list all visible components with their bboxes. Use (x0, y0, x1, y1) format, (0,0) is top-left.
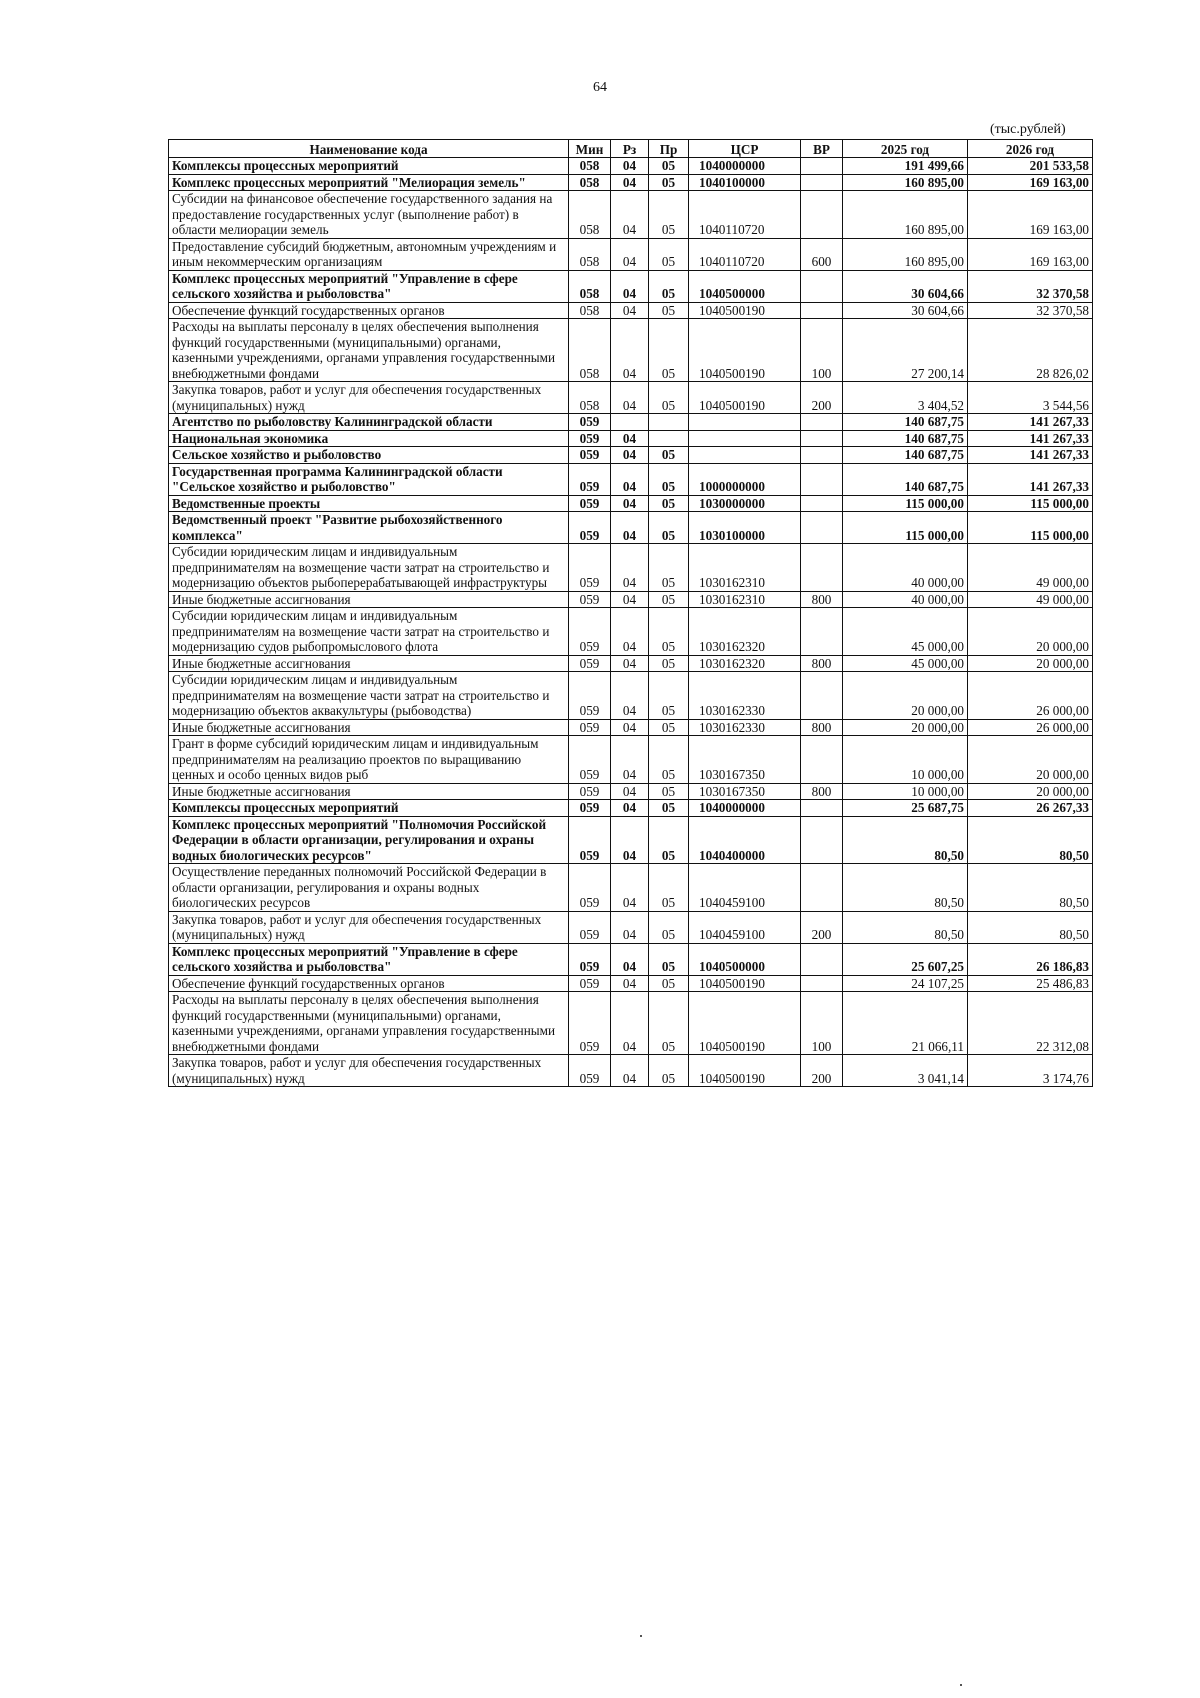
cell-min: 059 (569, 783, 611, 800)
table-row (169, 495, 1093, 512)
cell-csr (689, 430, 801, 447)
cell-vr (801, 800, 843, 817)
cell-min: 059 (569, 864, 611, 912)
cell-csr (689, 447, 801, 464)
cell-rz: 04 (611, 544, 649, 592)
cell-2025: 80,50 (843, 911, 968, 943)
cell-vr (801, 608, 843, 656)
table-row (169, 816, 1093, 864)
cell-vr: 200 (801, 1055, 843, 1087)
cell-2025: 21 066,11 (843, 992, 968, 1055)
cell-2026: 169 163,00 (968, 174, 1093, 191)
cell-2025: 140 687,75 (843, 430, 968, 447)
cell-rz: 04 (611, 655, 649, 672)
cell-min: 059 (569, 736, 611, 784)
cell-pr: 05 (649, 382, 689, 414)
cell-2025: 115 000,00 (843, 495, 968, 512)
cell-pr: 05 (649, 174, 689, 191)
table-row (169, 158, 1093, 175)
cell-csr: 1030162330 (689, 672, 801, 720)
cell-min: 059 (569, 719, 611, 736)
cell-pr: 05 (649, 238, 689, 270)
cell-min: 059 (569, 463, 611, 495)
cell-csr: 1040500000 (689, 270, 801, 302)
cell-vr (801, 864, 843, 912)
cell-2025: 10 000,00 (843, 736, 968, 784)
cell-csr: 1040500190 (689, 1055, 801, 1087)
cell-2025: 115 000,00 (843, 512, 968, 544)
cell-csr: 1030162310 (689, 591, 801, 608)
cell-2025: 160 895,00 (843, 191, 968, 239)
cell-csr: 1040000000 (689, 158, 801, 175)
cell-rz: 04 (611, 975, 649, 992)
table-row (169, 544, 1093, 592)
cell-2026: 20 000,00 (968, 736, 1093, 784)
cell-min: 059 (569, 447, 611, 464)
cell-2025: 20 000,00 (843, 672, 968, 720)
cell-rz: 04 (611, 302, 649, 319)
cell-name: Закупка товаров, работ и услуг для обеспечения государственных (муниципальных) нужд (169, 1055, 569, 1087)
cell-pr: 05 (649, 655, 689, 672)
cell-2026: 169 163,00 (968, 191, 1093, 239)
cell-min: 059 (569, 414, 611, 431)
cell-min: 059 (569, 655, 611, 672)
cell-vr: 200 (801, 382, 843, 414)
cell-csr: 1040500190 (689, 975, 801, 992)
cell-csr: 1040110720 (689, 238, 801, 270)
cell-csr: 1040500190 (689, 382, 801, 414)
cell-name: Иные бюджетные ассигнования (169, 783, 569, 800)
cell-pr: 05 (649, 943, 689, 975)
cell-csr: 1040500000 (689, 943, 801, 975)
cell-vr (801, 943, 843, 975)
header-min: Мин (569, 140, 611, 158)
header-rz: Рз (611, 140, 649, 158)
cell-pr: 05 (649, 608, 689, 656)
cell-rz (611, 414, 649, 431)
cell-name: Агентство по рыболовству Калининградской области (169, 414, 569, 431)
cell-2026: 115 000,00 (968, 512, 1093, 544)
cell-min: 059 (569, 608, 611, 656)
cell-2025: 24 107,25 (843, 975, 968, 992)
cell-min: 059 (569, 591, 611, 608)
cell-2025: 20 000,00 (843, 719, 968, 736)
table-row (169, 463, 1093, 495)
table-row (169, 864, 1093, 912)
header-name: Наименование кода (169, 140, 569, 158)
cell-vr (801, 463, 843, 495)
cell-pr: 05 (649, 783, 689, 800)
cell-vr (801, 302, 843, 319)
cell-vr (801, 174, 843, 191)
cell-rz: 04 (611, 270, 649, 302)
cell-name: Иные бюджетные ассигнования (169, 591, 569, 608)
cell-vr: 200 (801, 911, 843, 943)
cell-name: Иные бюджетные ассигнования (169, 655, 569, 672)
cell-name: Обеспечение функций государственных органов (169, 302, 569, 319)
budget-table (168, 139, 1093, 1087)
cell-2026: 25 486,83 (968, 975, 1093, 992)
cell-csr: 1030162310 (689, 544, 801, 592)
cell-pr: 05 (649, 512, 689, 544)
cell-2026: 26 000,00 (968, 672, 1093, 720)
cell-pr: 05 (649, 816, 689, 864)
cell-csr: 1040500190 (689, 992, 801, 1055)
cell-2025: 45 000,00 (843, 608, 968, 656)
cell-vr (801, 544, 843, 592)
cell-csr: 1040110720 (689, 191, 801, 239)
table-row (169, 911, 1093, 943)
cell-name: Комплекс процессных мероприятий "Управление в сфере сельского хозяйства и рыболовства" (169, 943, 569, 975)
cell-vr (801, 270, 843, 302)
cell-min: 059 (569, 672, 611, 720)
cell-pr (649, 414, 689, 431)
table-row (169, 447, 1093, 464)
cell-2026: 3 544,56 (968, 382, 1093, 414)
cell-vr (801, 736, 843, 784)
cell-pr: 05 (649, 270, 689, 302)
table-row (169, 319, 1093, 382)
page-number: 64 (593, 80, 607, 95)
cell-name: Ведомственные проекты (169, 495, 569, 512)
cell-csr: 1000000000 (689, 463, 801, 495)
cell-name: Субсидии на финансовое обеспечение государственного задания на предоставление государственных услуг (выполнение работ) в области мелиорации земель (169, 191, 569, 239)
cell-rz: 04 (611, 672, 649, 720)
cell-vr (801, 430, 843, 447)
cell-rz: 04 (611, 943, 649, 975)
cell-pr (649, 430, 689, 447)
scan-speck (640, 1635, 642, 1637)
header-2026: 2026 год (968, 140, 1093, 158)
table-row (169, 800, 1093, 817)
cell-2026: 80,50 (968, 864, 1093, 912)
cell-2025: 160 895,00 (843, 174, 968, 191)
table-row (169, 992, 1093, 1055)
header-pr: Пр (649, 140, 689, 158)
table-row (169, 783, 1093, 800)
cell-rz: 04 (611, 430, 649, 447)
cell-pr: 05 (649, 158, 689, 175)
cell-rz: 04 (611, 608, 649, 656)
cell-rz: 04 (611, 992, 649, 1055)
table-row (169, 655, 1093, 672)
cell-csr: 1040459100 (689, 911, 801, 943)
cell-2026: 28 826,02 (968, 319, 1093, 382)
cell-2025: 80,50 (843, 816, 968, 864)
cell-name: Субсидии юридическим лицам и индивидуальным предпринимателям на возмещение части затрат на строительство и модернизацию объектов рыбоперерабатывающей инфраструктуры (169, 544, 569, 592)
cell-csr: 1030100000 (689, 512, 801, 544)
cell-pr: 05 (649, 992, 689, 1055)
header-2025: 2025 год (843, 140, 968, 158)
cell-name: Обеспечение функций государственных органов (169, 975, 569, 992)
cell-rz: 04 (611, 719, 649, 736)
table-row (169, 608, 1093, 656)
cell-csr: 1030162320 (689, 655, 801, 672)
cell-min: 058 (569, 158, 611, 175)
cell-vr: 600 (801, 238, 843, 270)
table-row (169, 672, 1093, 720)
cell-2025: 3 404,52 (843, 382, 968, 414)
cell-2026: 115 000,00 (968, 495, 1093, 512)
table-row (169, 302, 1093, 319)
cell-min: 059 (569, 512, 611, 544)
cell-2026: 141 267,33 (968, 430, 1093, 447)
cell-vr (801, 975, 843, 992)
cell-rz: 04 (611, 736, 649, 784)
cell-rz: 04 (611, 1055, 649, 1087)
cell-name: Комплексы процессных мероприятий (169, 158, 569, 175)
cell-min: 059 (569, 1055, 611, 1087)
cell-csr: 1040500190 (689, 319, 801, 382)
cell-rz: 04 (611, 783, 649, 800)
table-row (169, 512, 1093, 544)
table-row (169, 191, 1093, 239)
cell-vr (801, 158, 843, 175)
cell-vr (801, 672, 843, 720)
cell-vr (801, 191, 843, 239)
cell-rz: 04 (611, 495, 649, 512)
cell-csr (689, 414, 801, 431)
cell-min: 059 (569, 544, 611, 592)
cell-pr: 05 (649, 319, 689, 382)
cell-2026: 141 267,33 (968, 447, 1093, 464)
cell-rz: 04 (611, 911, 649, 943)
cell-csr: 1040400000 (689, 816, 801, 864)
cell-csr: 1030162330 (689, 719, 801, 736)
cell-name: Комплексы процессных мероприятий (169, 800, 569, 817)
cell-min: 058 (569, 191, 611, 239)
cell-rz: 04 (611, 816, 649, 864)
cell-rz: 04 (611, 864, 649, 912)
cell-vr (801, 495, 843, 512)
cell-csr: 1040459100 (689, 864, 801, 912)
cell-name: Комплекс процессных мероприятий "Полномочия Российской Федерации в области организации, регулирования и охраны водных биологических ресурсов" (169, 816, 569, 864)
cell-name: Комплекс процессных мероприятий "Мелиорация земель" (169, 174, 569, 191)
cell-pr: 05 (649, 463, 689, 495)
cell-csr: 1030167350 (689, 736, 801, 784)
table-row (169, 943, 1093, 975)
cell-rz: 04 (611, 319, 649, 382)
cell-2026: 20 000,00 (968, 655, 1093, 672)
cell-name: Субсидии юридическим лицам и индивидуальным предпринимателям на возмещение части затрат на строительство и модернизацию судов рыбопромыслового флота (169, 608, 569, 656)
cell-2025: 140 687,75 (843, 414, 968, 431)
cell-2026: 26 000,00 (968, 719, 1093, 736)
cell-pr: 05 (649, 495, 689, 512)
cell-2026: 201 533,58 (968, 158, 1093, 175)
cell-pr: 05 (649, 591, 689, 608)
cell-name: Предоставление субсидий бюджетным, автономным учреждениям и иным некоммерческим организациям (169, 238, 569, 270)
cell-name: Осуществление переданных полномочий Российской Федерации в области организации, регулирования и охраны водных биологических ресурсов (169, 864, 569, 912)
header-vr: ВР (801, 140, 843, 158)
cell-rz: 04 (611, 382, 649, 414)
cell-2025: 80,50 (843, 864, 968, 912)
table-row (169, 736, 1093, 784)
cell-pr: 05 (649, 672, 689, 720)
cell-vr: 800 (801, 783, 843, 800)
cell-min: 059 (569, 800, 611, 817)
cell-2026: 26 186,83 (968, 943, 1093, 975)
table-row (169, 1055, 1093, 1087)
cell-rz: 04 (611, 800, 649, 817)
table-row (169, 270, 1093, 302)
cell-2025: 30 604,66 (843, 270, 968, 302)
cell-2025: 25 687,75 (843, 800, 968, 817)
cell-rz: 04 (611, 238, 649, 270)
cell-name: Государственная программа Калининградской области "Сельское хозяйство и рыболовство" (169, 463, 569, 495)
cell-csr: 1030167350 (689, 783, 801, 800)
table-row (169, 238, 1093, 270)
cell-name: Сельское хозяйство и рыболовство (169, 447, 569, 464)
cell-2026: 32 370,58 (968, 270, 1093, 302)
cell-2026: 32 370,58 (968, 302, 1093, 319)
cell-min: 059 (569, 816, 611, 864)
cell-vr: 800 (801, 719, 843, 736)
table-row (169, 174, 1093, 191)
cell-2025: 40 000,00 (843, 591, 968, 608)
cell-vr: 100 (801, 992, 843, 1055)
cell-name: Национальная экономика (169, 430, 569, 447)
scan-speck (960, 1684, 962, 1686)
table-row (169, 414, 1093, 431)
cell-pr: 05 (649, 1055, 689, 1087)
cell-2026: 49 000,00 (968, 544, 1093, 592)
cell-pr: 05 (649, 719, 689, 736)
cell-name: Комплекс процессных мероприятий "Управление в сфере сельского хозяйства и рыболовства" (169, 270, 569, 302)
cell-2026: 141 267,33 (968, 414, 1093, 431)
cell-csr: 1030162320 (689, 608, 801, 656)
cell-vr: 800 (801, 655, 843, 672)
cell-min: 059 (569, 943, 611, 975)
cell-min: 058 (569, 302, 611, 319)
cell-csr: 1040100000 (689, 174, 801, 191)
cell-rz: 04 (611, 463, 649, 495)
cell-vr (801, 816, 843, 864)
cell-min: 059 (569, 992, 611, 1055)
cell-vr (801, 512, 843, 544)
cell-min: 059 (569, 495, 611, 512)
cell-2025: 30 604,66 (843, 302, 968, 319)
header-csr: ЦСР (689, 140, 801, 158)
cell-csr: 1040000000 (689, 800, 801, 817)
cell-min: 059 (569, 975, 611, 992)
cell-2025: 140 687,75 (843, 447, 968, 464)
cell-2025: 191 499,66 (843, 158, 968, 175)
units-label: (тыс.рублей) (990, 122, 1066, 137)
table-row (169, 430, 1093, 447)
cell-2025: 160 895,00 (843, 238, 968, 270)
cell-name: Закупка товаров, работ и услуг для обеспечения государственных (муниципальных) нужд (169, 911, 569, 943)
cell-2025: 45 000,00 (843, 655, 968, 672)
cell-2025: 25 607,25 (843, 943, 968, 975)
cell-pr: 05 (649, 302, 689, 319)
cell-pr: 05 (649, 544, 689, 592)
cell-min: 059 (569, 911, 611, 943)
table-row (169, 382, 1093, 414)
cell-pr: 05 (649, 736, 689, 784)
cell-min: 058 (569, 270, 611, 302)
cell-2025: 3 041,14 (843, 1055, 968, 1087)
cell-rz: 04 (611, 591, 649, 608)
cell-csr: 1030000000 (689, 495, 801, 512)
cell-pr: 05 (649, 911, 689, 943)
cell-name: Субсидии юридическим лицам и индивидуальным предпринимателям на возмещение части затрат на строительство и модернизацию объектов аквакультуры (рыбоводства) (169, 672, 569, 720)
table-row (169, 591, 1093, 608)
cell-2026: 80,50 (968, 816, 1093, 864)
cell-name: Закупка товаров, работ и услуг для обеспечения государственных (муниципальных) нужд (169, 382, 569, 414)
cell-2025: 27 200,14 (843, 319, 968, 382)
cell-pr: 05 (649, 800, 689, 817)
cell-rz: 04 (611, 447, 649, 464)
cell-name: Расходы на выплаты персоналу в целях обеспечения выполнения функций государственными (муниципальными) органами, казенными учреждениями, органами управления государственными внебюджетными фондами (169, 319, 569, 382)
cell-vr (801, 447, 843, 464)
cell-name: Грант в форме субсидий юридическим лицам и индивидуальным предпринимателям на реализацию проектов по выращиванию ценных и особо ценных видов рыб (169, 736, 569, 784)
cell-name: Расходы на выплаты персоналу в целях обеспечения выполнения функций государственными (муниципальными) органами, казенными учреждениями, органами управления государственными внебюджетными фондами (169, 992, 569, 1055)
cell-vr (801, 414, 843, 431)
cell-name: Ведомственный проект "Развитие рыбохозяйственного комплекса" (169, 512, 569, 544)
table-header-row (169, 140, 1093, 158)
cell-rz: 04 (611, 512, 649, 544)
cell-vr: 800 (801, 591, 843, 608)
cell-min: 058 (569, 319, 611, 382)
cell-min: 058 (569, 174, 611, 191)
cell-2026: 20 000,00 (968, 783, 1093, 800)
cell-rz: 04 (611, 191, 649, 239)
cell-vr: 100 (801, 319, 843, 382)
cell-2026: 80,50 (968, 911, 1093, 943)
cell-min: 058 (569, 238, 611, 270)
cell-2026: 49 000,00 (968, 591, 1093, 608)
cell-2026: 3 174,76 (968, 1055, 1093, 1087)
cell-2026: 26 267,33 (968, 800, 1093, 817)
cell-2026: 169 163,00 (968, 238, 1093, 270)
cell-2025: 10 000,00 (843, 783, 968, 800)
table-row (169, 719, 1093, 736)
cell-name: Иные бюджетные ассигнования (169, 719, 569, 736)
cell-min: 059 (569, 430, 611, 447)
cell-2025: 140 687,75 (843, 463, 968, 495)
cell-pr: 05 (649, 447, 689, 464)
table-body (169, 158, 1093, 1087)
cell-2026: 22 312,08 (968, 992, 1093, 1055)
cell-pr: 05 (649, 191, 689, 239)
cell-min: 058 (569, 382, 611, 414)
cell-csr: 1040500190 (689, 302, 801, 319)
cell-pr: 05 (649, 975, 689, 992)
table-row (169, 975, 1093, 992)
cell-2025: 40 000,00 (843, 544, 968, 592)
cell-rz: 04 (611, 158, 649, 175)
cell-pr: 05 (649, 864, 689, 912)
cell-rz: 04 (611, 174, 649, 191)
cell-2026: 141 267,33 (968, 463, 1093, 495)
cell-2026: 20 000,00 (968, 608, 1093, 656)
